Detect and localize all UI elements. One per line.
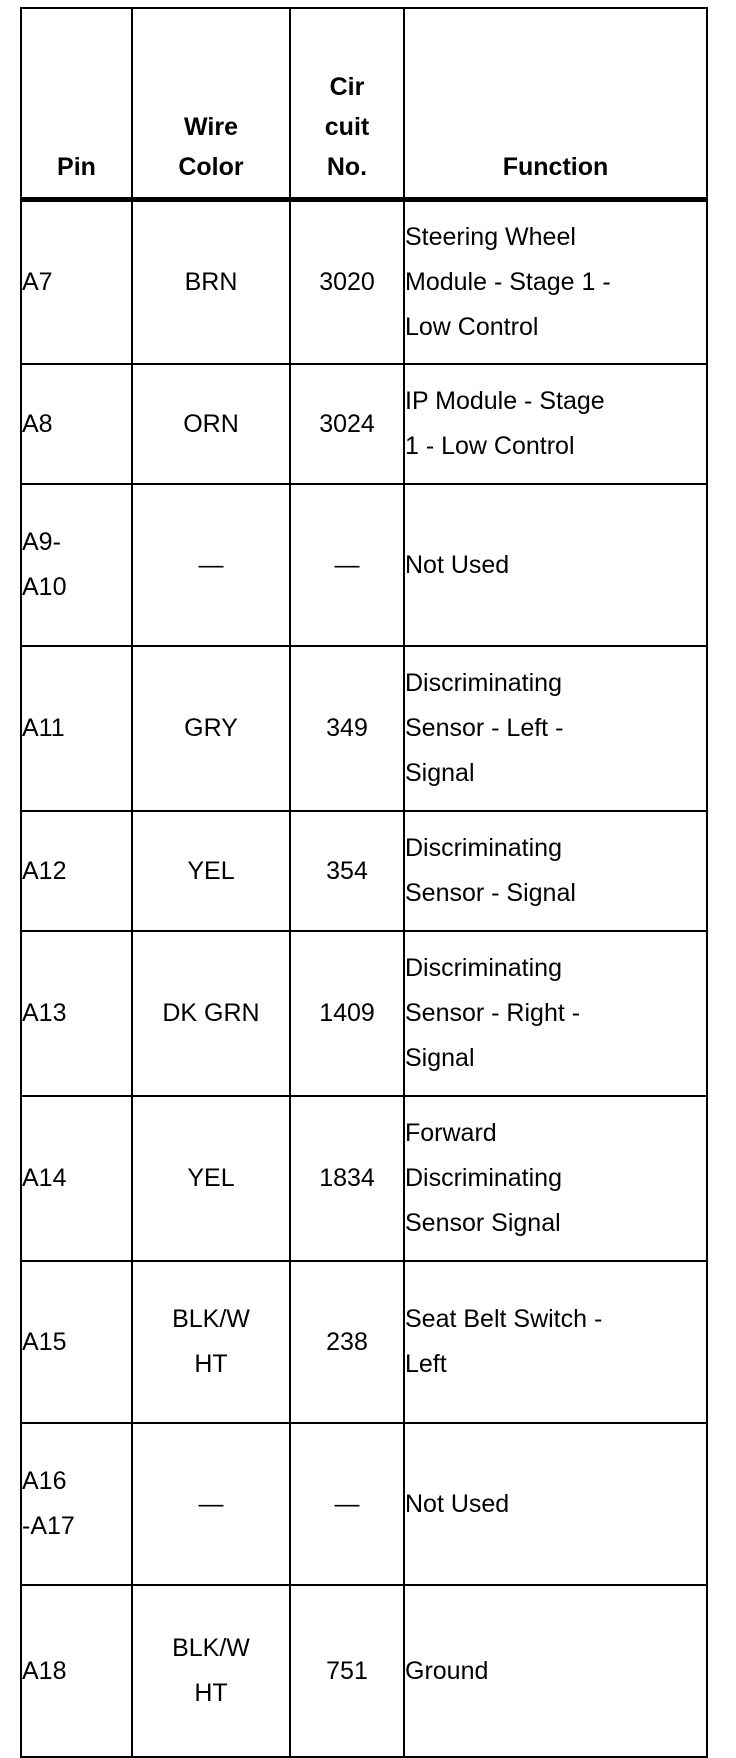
table-row xyxy=(21,364,707,484)
function-cell: Not Used xyxy=(404,1423,707,1585)
table-row xyxy=(21,811,707,931)
circuit-cell: 751 xyxy=(290,1585,404,1757)
pin-cell: A14 xyxy=(21,1096,132,1261)
circuit-cell: 349 xyxy=(290,646,404,811)
wire-color-cell: BLK/W HT xyxy=(132,1585,290,1757)
circuit-cell: 238 xyxy=(290,1261,404,1423)
circuit-cell: 1409 xyxy=(290,931,404,1096)
circuit-cell: 354 xyxy=(290,811,404,931)
table-row xyxy=(21,1585,707,1757)
header-function: Function xyxy=(404,8,707,199)
function-cell: Discriminating Sensor - Signal xyxy=(404,811,707,931)
function-cell: Forward Discriminating Sensor Signal xyxy=(404,1096,707,1261)
function-cell: Seat Belt Switch - Left xyxy=(404,1261,707,1423)
circuit-cell: 3020 xyxy=(290,199,404,364)
wire-color-cell: BRN xyxy=(132,199,290,364)
pin-cell: A7 xyxy=(21,199,132,364)
pin-cell: A8 xyxy=(21,364,132,484)
wire-color-cell: — xyxy=(132,1423,290,1585)
function-cell: Discriminating Sensor - Left - Signal xyxy=(404,646,707,811)
header-row xyxy=(21,8,707,199)
wire-color-cell: BLK/W HT xyxy=(132,1261,290,1423)
circuit-cell: 1834 xyxy=(290,1096,404,1261)
pin-cell: A11 xyxy=(21,646,132,811)
pin-cell: A18 xyxy=(21,1585,132,1757)
table-row xyxy=(21,1096,707,1261)
wire-color-cell: — xyxy=(132,484,290,646)
header-pin: Pin xyxy=(21,8,132,199)
table-row xyxy=(21,931,707,1096)
wire-color-cell: YEL xyxy=(132,1096,290,1261)
function-cell: Steering Wheel Module - Stage 1 - Low Control xyxy=(404,199,707,364)
table-row xyxy=(21,1423,707,1585)
header-wire-color: Wire Color xyxy=(132,8,290,199)
function-cell: IP Module - Stage 1 - Low Control xyxy=(404,364,707,484)
circuit-cell: — xyxy=(290,484,404,646)
pin-cell: A12 xyxy=(21,811,132,931)
wire-color-cell: ORN xyxy=(132,364,290,484)
wire-color-cell: DK GRN xyxy=(132,931,290,1096)
table-row xyxy=(21,646,707,811)
table-row xyxy=(21,484,707,646)
function-cell: Ground xyxy=(404,1585,707,1757)
table-row xyxy=(21,199,707,364)
wire-color-cell: YEL xyxy=(132,811,290,931)
table-row xyxy=(21,1261,707,1423)
pin-cell: A13 xyxy=(21,931,132,1096)
pin-cell: A16 -A17 xyxy=(21,1423,132,1585)
pin-cell: A9- A10 xyxy=(21,484,132,646)
wire-color-cell: GRY xyxy=(132,646,290,811)
pin-cell: A15 xyxy=(21,1261,132,1423)
function-cell: Not Used xyxy=(404,484,707,646)
pin-table xyxy=(20,7,708,1758)
circuit-cell: — xyxy=(290,1423,404,1585)
header-circuit-no: Cir cuit No. xyxy=(290,8,404,199)
function-cell: Discriminating Sensor - Right - Signal xyxy=(404,931,707,1096)
circuit-cell: 3024 xyxy=(290,364,404,484)
